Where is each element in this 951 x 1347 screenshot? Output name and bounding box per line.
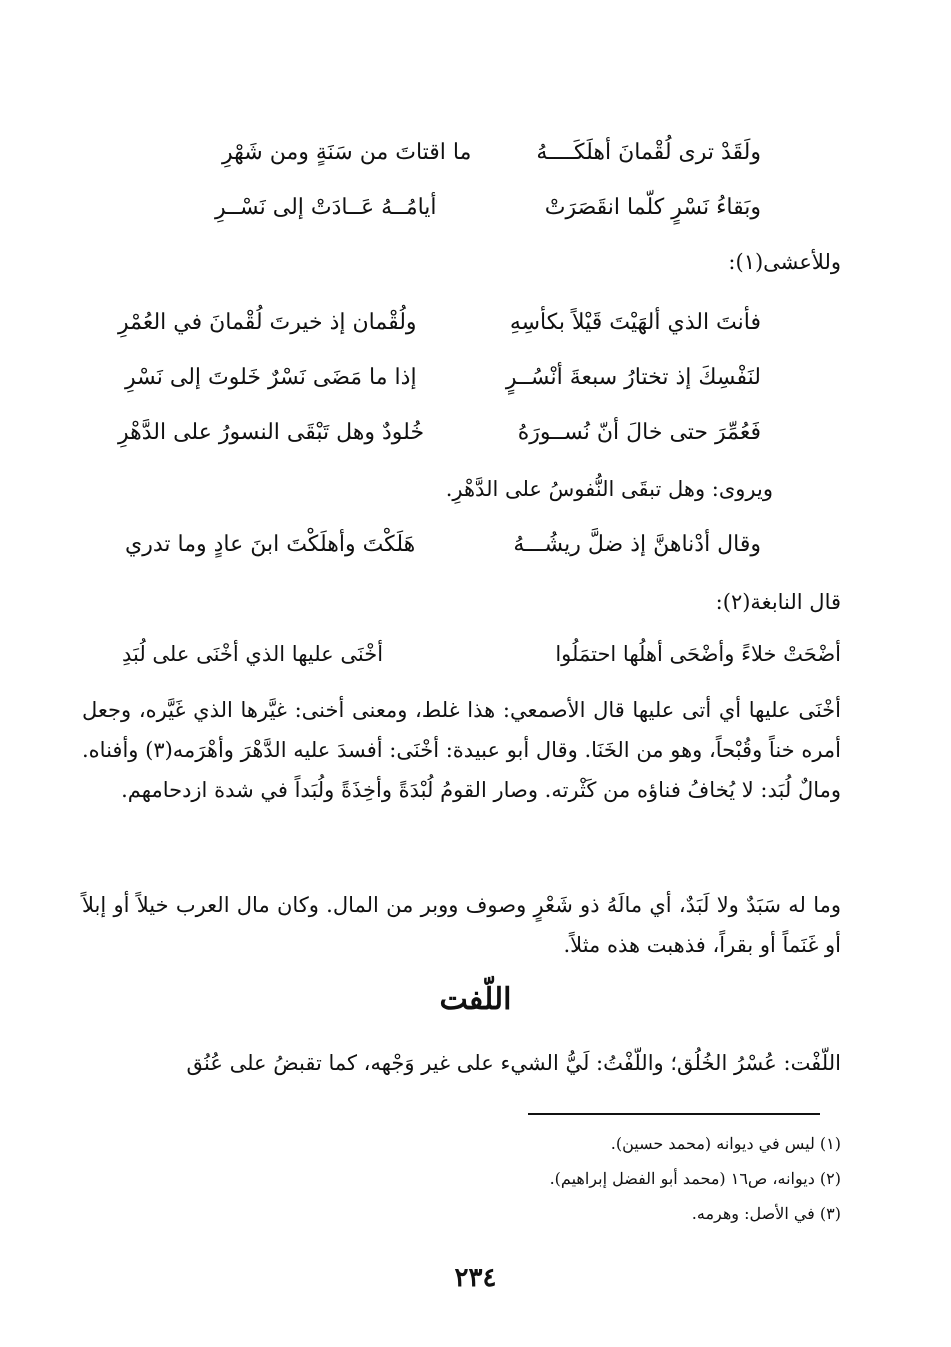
verse-hemistich-right: وقال أدْناهنَّ إذ ضلَّ ريشُـــهُ — [513, 532, 761, 557]
verse-hemistich-left: إذا ما مَضَى نَسْرٌ خَلوتَ إلى نَسْرِ — [125, 365, 417, 390]
verse-hemistich-left: أيامُــهُ عَــادَتْ إلى نَسْــرِ — [215, 195, 437, 220]
verse-hemistich-right: لنَفْسِكَ إذ تختارُ سبعةَ أنْسُــرٍ — [505, 365, 761, 390]
verse-hemistich-right: ولَقَدْ ترى لُقْمانَ أهلَكَــــهُ — [536, 140, 761, 165]
footnote-rule — [528, 1113, 820, 1115]
verse-hemistich-right: أضْحَتْ خلاءً وأضْحَى أهلُها احتمَلُوا — [555, 642, 841, 666]
verse-hemistich-right: فأنتَ الذي ألهَيْتَ قَيْلاً بكأسِهِ — [509, 310, 761, 335]
intro-aasha: وللأعشى(١): — [728, 250, 841, 274]
page-number: ٢٣٤ — [454, 1263, 497, 1293]
verse-hemistich-left: أخْنَى عليها الذي أخْنَى على لُبَدِ — [122, 642, 384, 666]
commentary-paragraph: وما له سَبَدٌ ولا لَبَدٌ، أي مالَهُ ذو شَعْرٍ وصوف ووبر من المال. وكان مال العرب خيلاً أو إبلاً أو غَنَماً أو بقراً، فذهبت هذه مثلاً. — [82, 893, 841, 957]
verse-hemistich-right: وبَقاءُ نَسْرٍ كلّما انقَصَرَتْ — [544, 195, 761, 220]
verse-hemistich-right: فَعُمِّرَ حتى خالَ أنّ نُســورَهُ — [517, 420, 761, 445]
variant-reading: ويروى: وهل تبقَى النُّفوسُ على الدَّهْرِ. — [445, 477, 773, 501]
footnote: (٣) في الأصل: وهرمه. — [691, 1204, 841, 1223]
verse-hemistich-left: هَلَكْتَ وأهلَكْتَ ابنَ عادٍ وما تدري — [125, 532, 416, 557]
commentary-paragraph: أخْنَى عليها أي أتى عليها قال الأصمعي: هذا غلط، ومعنى أخنى: غيَّرها الذي غَيَّره، وجعل أمره خناً وقُبْحاً، وهو من الخَنَا. وقال أبو عبيدة: أخْنَى: أفسدَ عليه الدَّهْرَ وأهْرَمه(٣) وأفناه. ومالٌ لُبَد: لا يُخافُ فناؤه من كَثْرته. وصار القومُ لُبْدَةً وأخِذَةً ولُبَداً في شدة ازدحامهم. — [82, 698, 842, 802]
verse-hemistich-left: ما اقتاتَ من سَنَةٍ ومن شَهْرِ — [222, 140, 472, 165]
entry-heading: اللّفت — [439, 982, 512, 1017]
intro-nabigha: قال النابغة(٢): — [715, 590, 841, 614]
entry-paragraph: اللّفْت: عُسْرُ الخُلُق؛ واللّفْتُ: لَيُّ الشيء على غير وَجْهه، كما تقبضُ على عُنُق — [186, 1051, 841, 1075]
verse-hemistich-left: خُلودٌ وهل تَبْقَى النسورُ على الدَّهْرِ — [118, 420, 425, 445]
verse-hemistich-left: ولُقْمان إذ خيرتَ لُقْمانَ في العُمْرِ — [118, 310, 417, 335]
footnote: (٢) ديوانه، ص١٦ (محمد أبو الفضل إبراهيم). — [549, 1169, 841, 1188]
footnote: (١) ليس في ديوانه (محمد حسين). — [610, 1134, 841, 1153]
